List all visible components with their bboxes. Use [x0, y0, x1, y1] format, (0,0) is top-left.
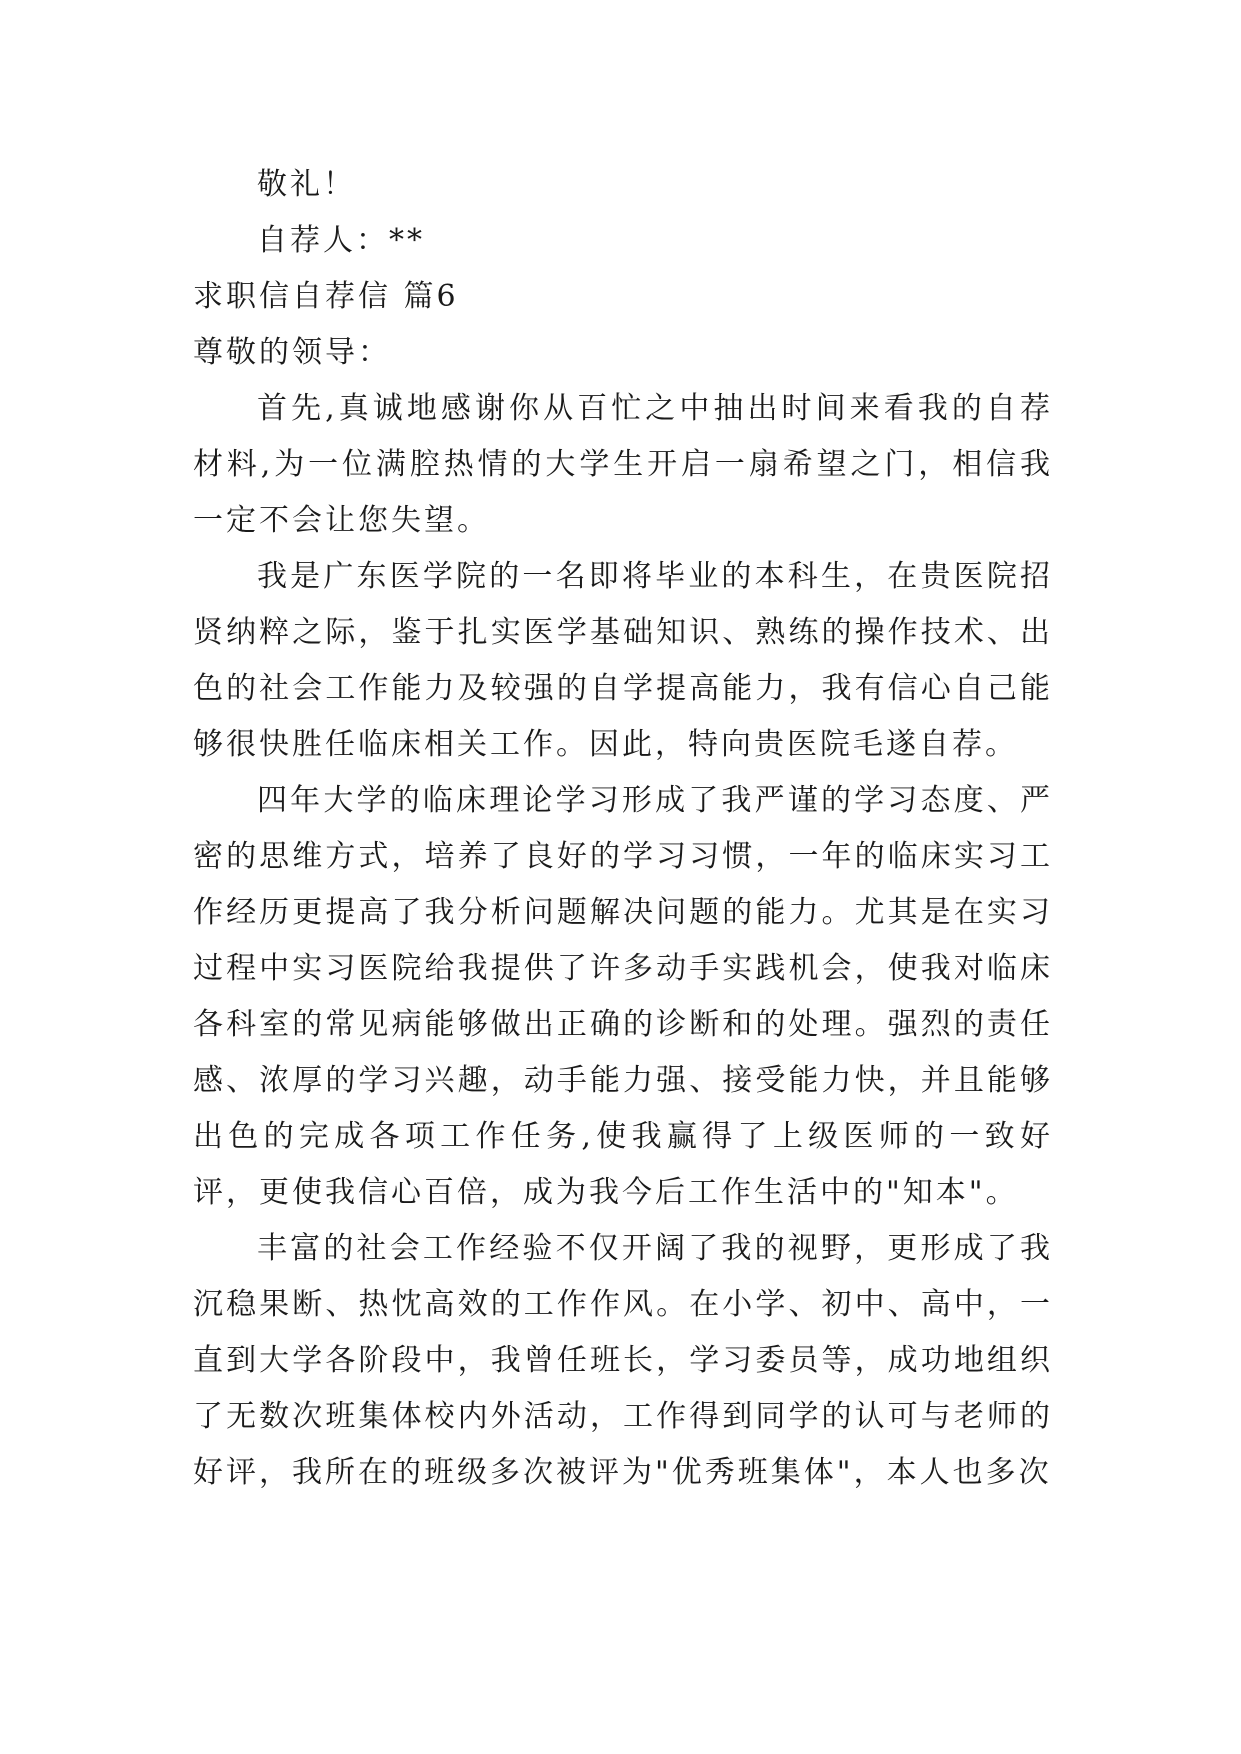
paragraph: 首先,真诚地感谢你从百忙之中抽出时间来看我的自荐材料,为一位满腔热情的大学生开启一扇希望之门，相信我一定不会让您失望。 — [193, 391, 1053, 538]
section-title: 求职信自荐信 篇6 — [193, 279, 459, 314]
paragraph: 四年大学的临床理论学习形成了我严谨的学习态度、严密的思维方式，培养了良好的学习习惯，一年的临床实习工作经历更提高了我分析问题解决问题的能力。尤其是在实习过程中实习医院给我提供了许多动手实践机会，使我对临床各科室的常见病能够做出正确的诊断和的处理。强烈的责任感、浓厚的学习兴趣，动手能力强、接受能力快，并且能够出色的完成各项工作任务,使我赢得了上级医师的一致好评，更使我信心百倍，成为我今后工作生活中的"知本"。 — [193, 783, 1053, 1210]
paragraph: 我是广东医学院的一名即将毕业的本科生，在贵医院招贤纳粹之际，鉴于扎实医学基础知识、熟练的操作技术、出色的社会工作能力及较强的自学提高能力，我有信心自己能够很快胜任临床相关工作。因此，特向贵医院毛遂自荐。 — [193, 559, 1053, 762]
greeting-line: 尊敬的领导： — [193, 335, 391, 370]
letter-body — [193, 157, 1053, 1501]
paragraph: 丰富的社会工作经验不仅开阔了我的视野，更形成了我沉稳果断、热忱高效的工作作风。在小学、初中、高中，一直到大学各阶段中，我曾任班长，学习委员等，成功地组织了无数次班集体校内外活动，工作得到同学的认可与老师的好评，我所在的班级多次被评为"优秀班集体"，本人也多次 — [193, 1231, 1053, 1490]
closing-salute: 敬礼！ — [257, 167, 356, 202]
signature-line: 自荐人：** — [257, 223, 425, 258]
